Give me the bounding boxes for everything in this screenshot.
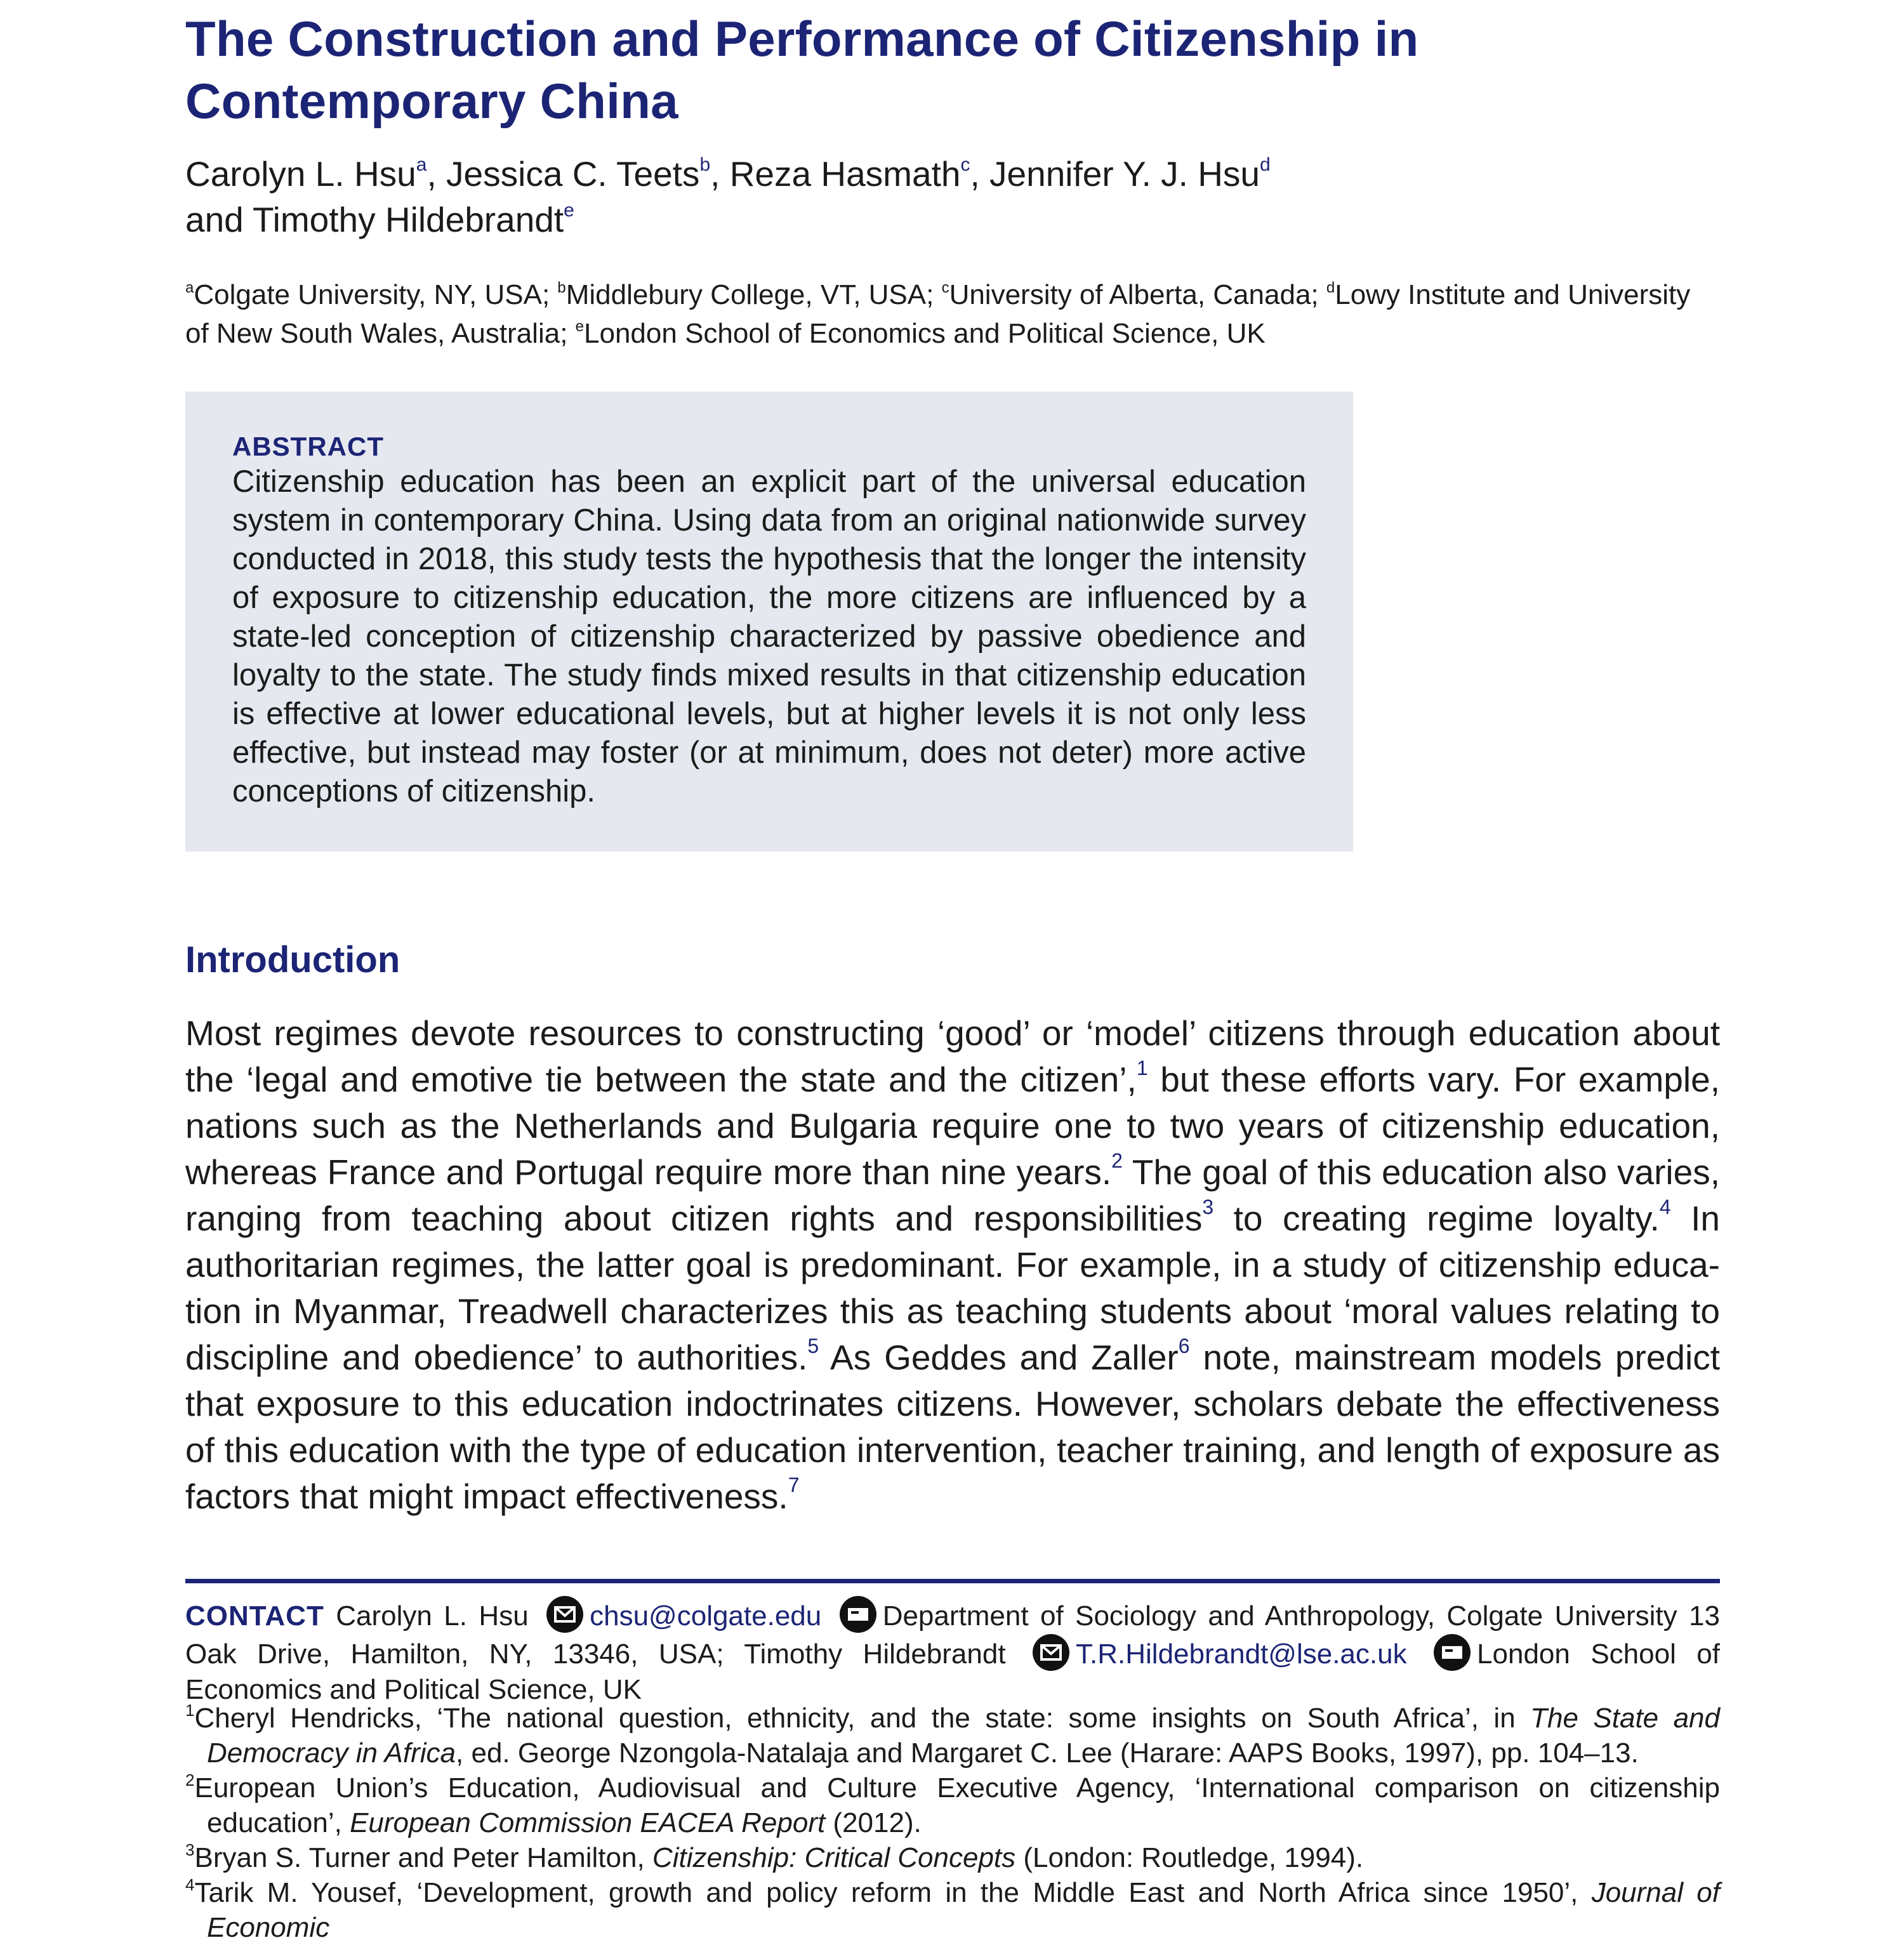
author-affiliation-mark: c [960,154,970,175]
footnote-link[interactable]: 3 [1202,1196,1214,1218]
footnote-item [185,1770,1720,1840]
footnote-link[interactable]: 5 [807,1335,819,1357]
paragraph-text: note, mainstream models predict that exposure to this education indoctrinates citizens. However, scholars debate the effectiveness of this education with the type of education intervention, teacher training, and length of exposure as factors that might impact effectiveness. [185,1338,1720,1516]
affiliation-key: c [941,279,949,296]
author-separator: , [970,154,990,194]
footnote-text: , ed. George Nzongola-Natalaja and Margaret C. Lee (Harare: AAPS Books, 1997), pp. 104–13. [456,1737,1639,1769]
paragraph-text: As Geddes and Zaller [819,1338,1179,1377]
contact-address: Department of Sociology and Anthropology, Colgate University 13 Oak Drive, Hamilton, NY, 13346, USA; Timothy Hildebrandt [185,1600,1720,1670]
affiliation-key: e [575,318,585,335]
footnote-link[interactable]: 2 [1111,1149,1123,1172]
section-heading-introduction: Introduction [185,939,400,980]
author-name: Jessica C. Teets [446,154,700,194]
paragraph-text: Most regimes devote resources to constructing ‘good’ or ‘model’ citizens through education about the ‘legal and emotive tie between the state and the citizen’, [185,1013,1720,1099]
contact-address: London School of Economics and Political Science, UK [185,1638,1720,1705]
author-separator: , [710,154,730,194]
footnote-text: Cheryl Hendricks, ‘The national question, ethnicity, and the state: some insights on South Africa’, in [194,1703,1531,1734]
footer-divider [185,1579,1720,1583]
affiliation-text: University of Alberta, Canada; [949,279,1326,310]
address-icon [1434,1634,1471,1671]
contact-name: Carolyn L. Hsu [336,1600,529,1632]
contact-label: CONTACT [185,1600,324,1632]
author-affiliation-mark: a [416,154,427,175]
article-title: The Construction and Performance of Citizenship in Contemporary China [185,11,1419,129]
email-icon [1033,1634,1069,1671]
footnote-number: 3 [185,1840,195,1859]
footnote-italic: Journal of Economic [207,1877,1721,1943]
paragraph-text: but these efforts vary. For example, nations such as the Netherlands and Bulgaria require one to two years of citizenship education, whereas France and Portugal require more than nine years. [185,1060,1720,1192]
footnote-number: 4 [185,1875,195,1894]
affiliation-text: Lowy Institute and University of New South Wales, Australia; [185,279,1691,349]
author-affiliation-mark: e [564,200,574,221]
footnote-item [185,1840,1720,1875]
author-separator: , [426,154,447,194]
footnote-text: (2012). [825,1807,922,1838]
contact-email-link[interactable]: T.R.Hildebrandt@lse.ac.uk [1076,1638,1407,1670]
author-name: Jennifer Y. J. Hsu [989,154,1260,194]
footnote-italic: European Commission EACEA Report [350,1807,826,1838]
footnote-italic: The State and Democracy in Africa [207,1703,1721,1769]
footnote-link[interactable]: 6 [1178,1335,1190,1357]
author-name: and Timothy Hildebrandt [185,200,564,239]
introduction-paragraph [185,1010,1720,1520]
footnote-link[interactable]: 4 [1659,1196,1671,1218]
author-name: Carolyn L. Hsu [185,154,416,194]
footnote-item [185,1701,1720,1770]
abstract-heading: ABSTRACT [232,432,384,461]
contact-email-link[interactable]: chsu@colgate.edu [590,1600,822,1632]
paragraph-text: The goal of this education also varies, ranging from teaching about citizen rights and responsibilities [185,1152,1721,1238]
author-name: Reza Hasmath [729,154,961,194]
author-list [185,151,1709,242]
footnote-number: 1 [185,1701,195,1720]
affiliations [185,275,1721,353]
address-icon [840,1596,876,1633]
affiliation-key: b [557,279,566,296]
affiliation-key: d [1326,279,1335,296]
paragraph-text: to creating regime loyalty. [1213,1199,1660,1238]
affiliation-key: a [185,279,194,296]
footnotes [185,1701,1720,1945]
footnote-text: (London: Routledge, 1994). [1015,1842,1364,1873]
abstract-text: Citizenship education has been an explicit part of the universal education system in contemporary China. Using data from an original nationwide survey conducted in 2018, this study tests the hypothesis that the longer the intensity of exposure to citizenship education, the more citizens are influenced by a state-led conception of citizenship characterized by passive obedience and loyalty to the state. The study finds mixed results in that citizenship education is effective at lower educational levels, but at higher levels it is not only less effective, but instead may foster (or at minimum, does not deter) more active conceptions of citizenship. [232,465,1306,808]
footnote-link[interactable]: 1 [1136,1057,1148,1079]
contact-block [185,1596,1720,1708]
paragraph-text: In authoritarian regimes, the latter goal is predominant. For example, in a study of citizenship education in Myanmar, Treadwell characterizes this as teaching students about ‘moral values relating to discipline and obedience’ to authorities. [185,1199,1720,1377]
affiliation-text: London School of Economics and Political Science, UK [584,318,1266,349]
email-icon [546,1596,583,1633]
footnote-number: 2 [185,1770,195,1790]
footnote-link[interactable]: 7 [788,1474,800,1496]
author-affiliation-mark: b [699,154,711,175]
affiliation-text: Colgate University, NY, USA; [194,279,558,310]
footnote-text: Tarik M. Yousef, ‘Development, growth and policy reform in the Middle East and North Africa since 1950’, [194,1877,1592,1908]
footnote-text: European Union’s Education, Audiovisual and Culture Executive Agency, ‘International comparison on citizenship education’, [194,1772,1720,1838]
abstract-box [185,392,1353,852]
author-affiliation-mark: d [1260,154,1271,175]
affiliation-text: Middlebury College, VT, USA; [565,279,942,310]
footnote-text: Bryan S. Turner and Peter Hamilton, [194,1842,652,1873]
footnote-item [185,1875,1720,1945]
footnote-italic: Citizenship: Critical Concepts [652,1842,1016,1873]
